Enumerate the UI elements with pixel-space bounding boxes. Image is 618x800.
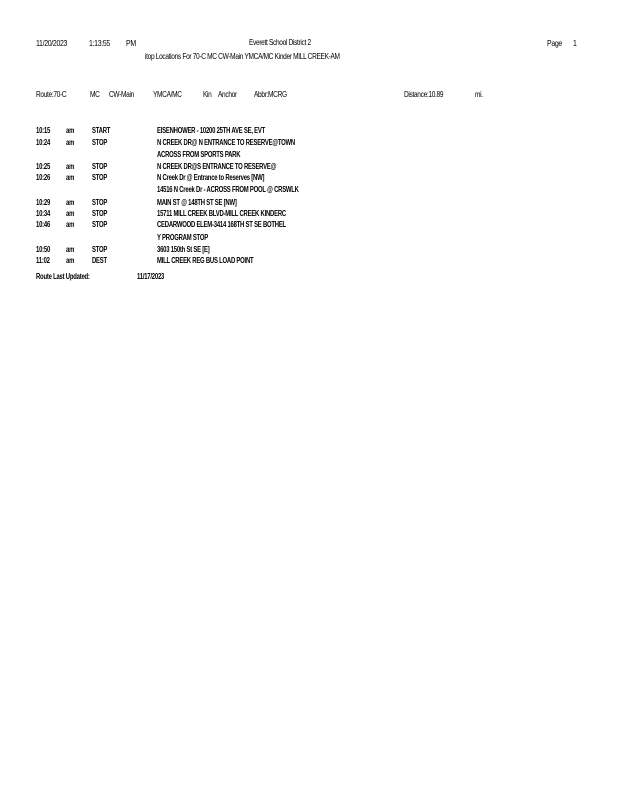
- row-ampm: am: [66, 220, 75, 229]
- row-time: 10:24: [36, 138, 51, 147]
- row-ampm: am: [66, 245, 75, 254]
- row-time: 10:50: [36, 245, 51, 254]
- last-updated-date: 11/17/2023: [137, 272, 165, 281]
- row-time: 10:34: [36, 209, 51, 218]
- route-mc: MC: [90, 90, 100, 99]
- row-time: 10:15: [36, 126, 51, 135]
- row-type: STOP: [92, 162, 108, 171]
- row-location: ACROSS FROM SPORTS PARK: [157, 150, 241, 159]
- last-updated-label: Route Last Updated:: [36, 272, 90, 281]
- row-location: EISENHOWER - 10200 25TH AVE SE, EVT: [157, 126, 266, 135]
- row-type: DEST: [92, 256, 107, 265]
- row-time: 10:26: [36, 173, 51, 182]
- row-location: MAIN ST @ 148TH ST SE [NW]: [157, 198, 237, 207]
- row-type: STOP: [92, 138, 108, 147]
- route-ymca: YMCA/MC: [153, 90, 182, 99]
- district-name: Everett School District 2: [249, 38, 311, 47]
- row-time: 10:29: [36, 198, 51, 207]
- row-location: N Creek Dr @ Entrance to Reserves [NW]: [157, 173, 265, 182]
- row-ampm: am: [66, 138, 75, 147]
- report-ampm: PM: [126, 38, 136, 48]
- report-date: 11/20/2023: [36, 38, 68, 48]
- row-type: STOP: [92, 245, 108, 254]
- route-cwmain: CW-Main: [109, 90, 134, 99]
- route-abbr: Abbr:MCRG: [254, 90, 287, 99]
- row-ampm: am: [66, 126, 75, 135]
- route-anchor: Anchor: [218, 90, 237, 99]
- row-time: 11:02: [36, 256, 50, 265]
- row-location: CEDARWOOD ELEM-3414 168TH ST SE BOTHEL: [157, 220, 286, 229]
- row-time: 10:46: [36, 220, 51, 229]
- page-number: 1: [573, 38, 577, 48]
- row-location: Y PROGRAM STOP: [157, 233, 208, 242]
- row-location: 3603 150th St SE [E]: [157, 245, 210, 254]
- row-type: STOP: [92, 209, 108, 218]
- row-type: STOP: [92, 173, 108, 182]
- route-distance: Distance:10.89: [404, 90, 444, 99]
- row-type: STOP: [92, 220, 108, 229]
- distance-unit: mi.: [475, 90, 483, 99]
- row-type: START: [92, 126, 111, 135]
- row-ampm: am: [66, 173, 75, 182]
- row-ampm: am: [66, 256, 75, 265]
- row-ampm: am: [66, 209, 75, 218]
- page-label: Page: [547, 38, 562, 48]
- row-location: 14516 N Creek Dr - ACROSS FROM POOL @ CRSWLK: [157, 185, 299, 194]
- route-kin: Kin: [203, 90, 212, 99]
- row-ampm: am: [66, 198, 75, 207]
- report-subtitle: itop Locations For 70-C MC CW-Main YMCA/MC Kinder MILL CREEK-AM: [145, 52, 340, 61]
- row-location: N CREEK DR@S ENTRANCE TO RESERVE@: [157, 162, 277, 171]
- route-id: Route:70-C: [36, 90, 67, 99]
- row-type: STOP: [92, 198, 108, 207]
- row-location: MILL CREEK REG BUS LOAD POINT: [157, 256, 254, 265]
- row-ampm: am: [66, 162, 75, 171]
- report-time: 1:13:55: [89, 38, 110, 48]
- row-location: N CREEK DR@ N ENTRANCE TO RESERVE@TOWN: [157, 138, 295, 147]
- row-time: 10:25: [36, 162, 51, 171]
- row-location: 15711 MILL CREEK BLVD-MILL CREEK KINDERC: [157, 209, 286, 218]
